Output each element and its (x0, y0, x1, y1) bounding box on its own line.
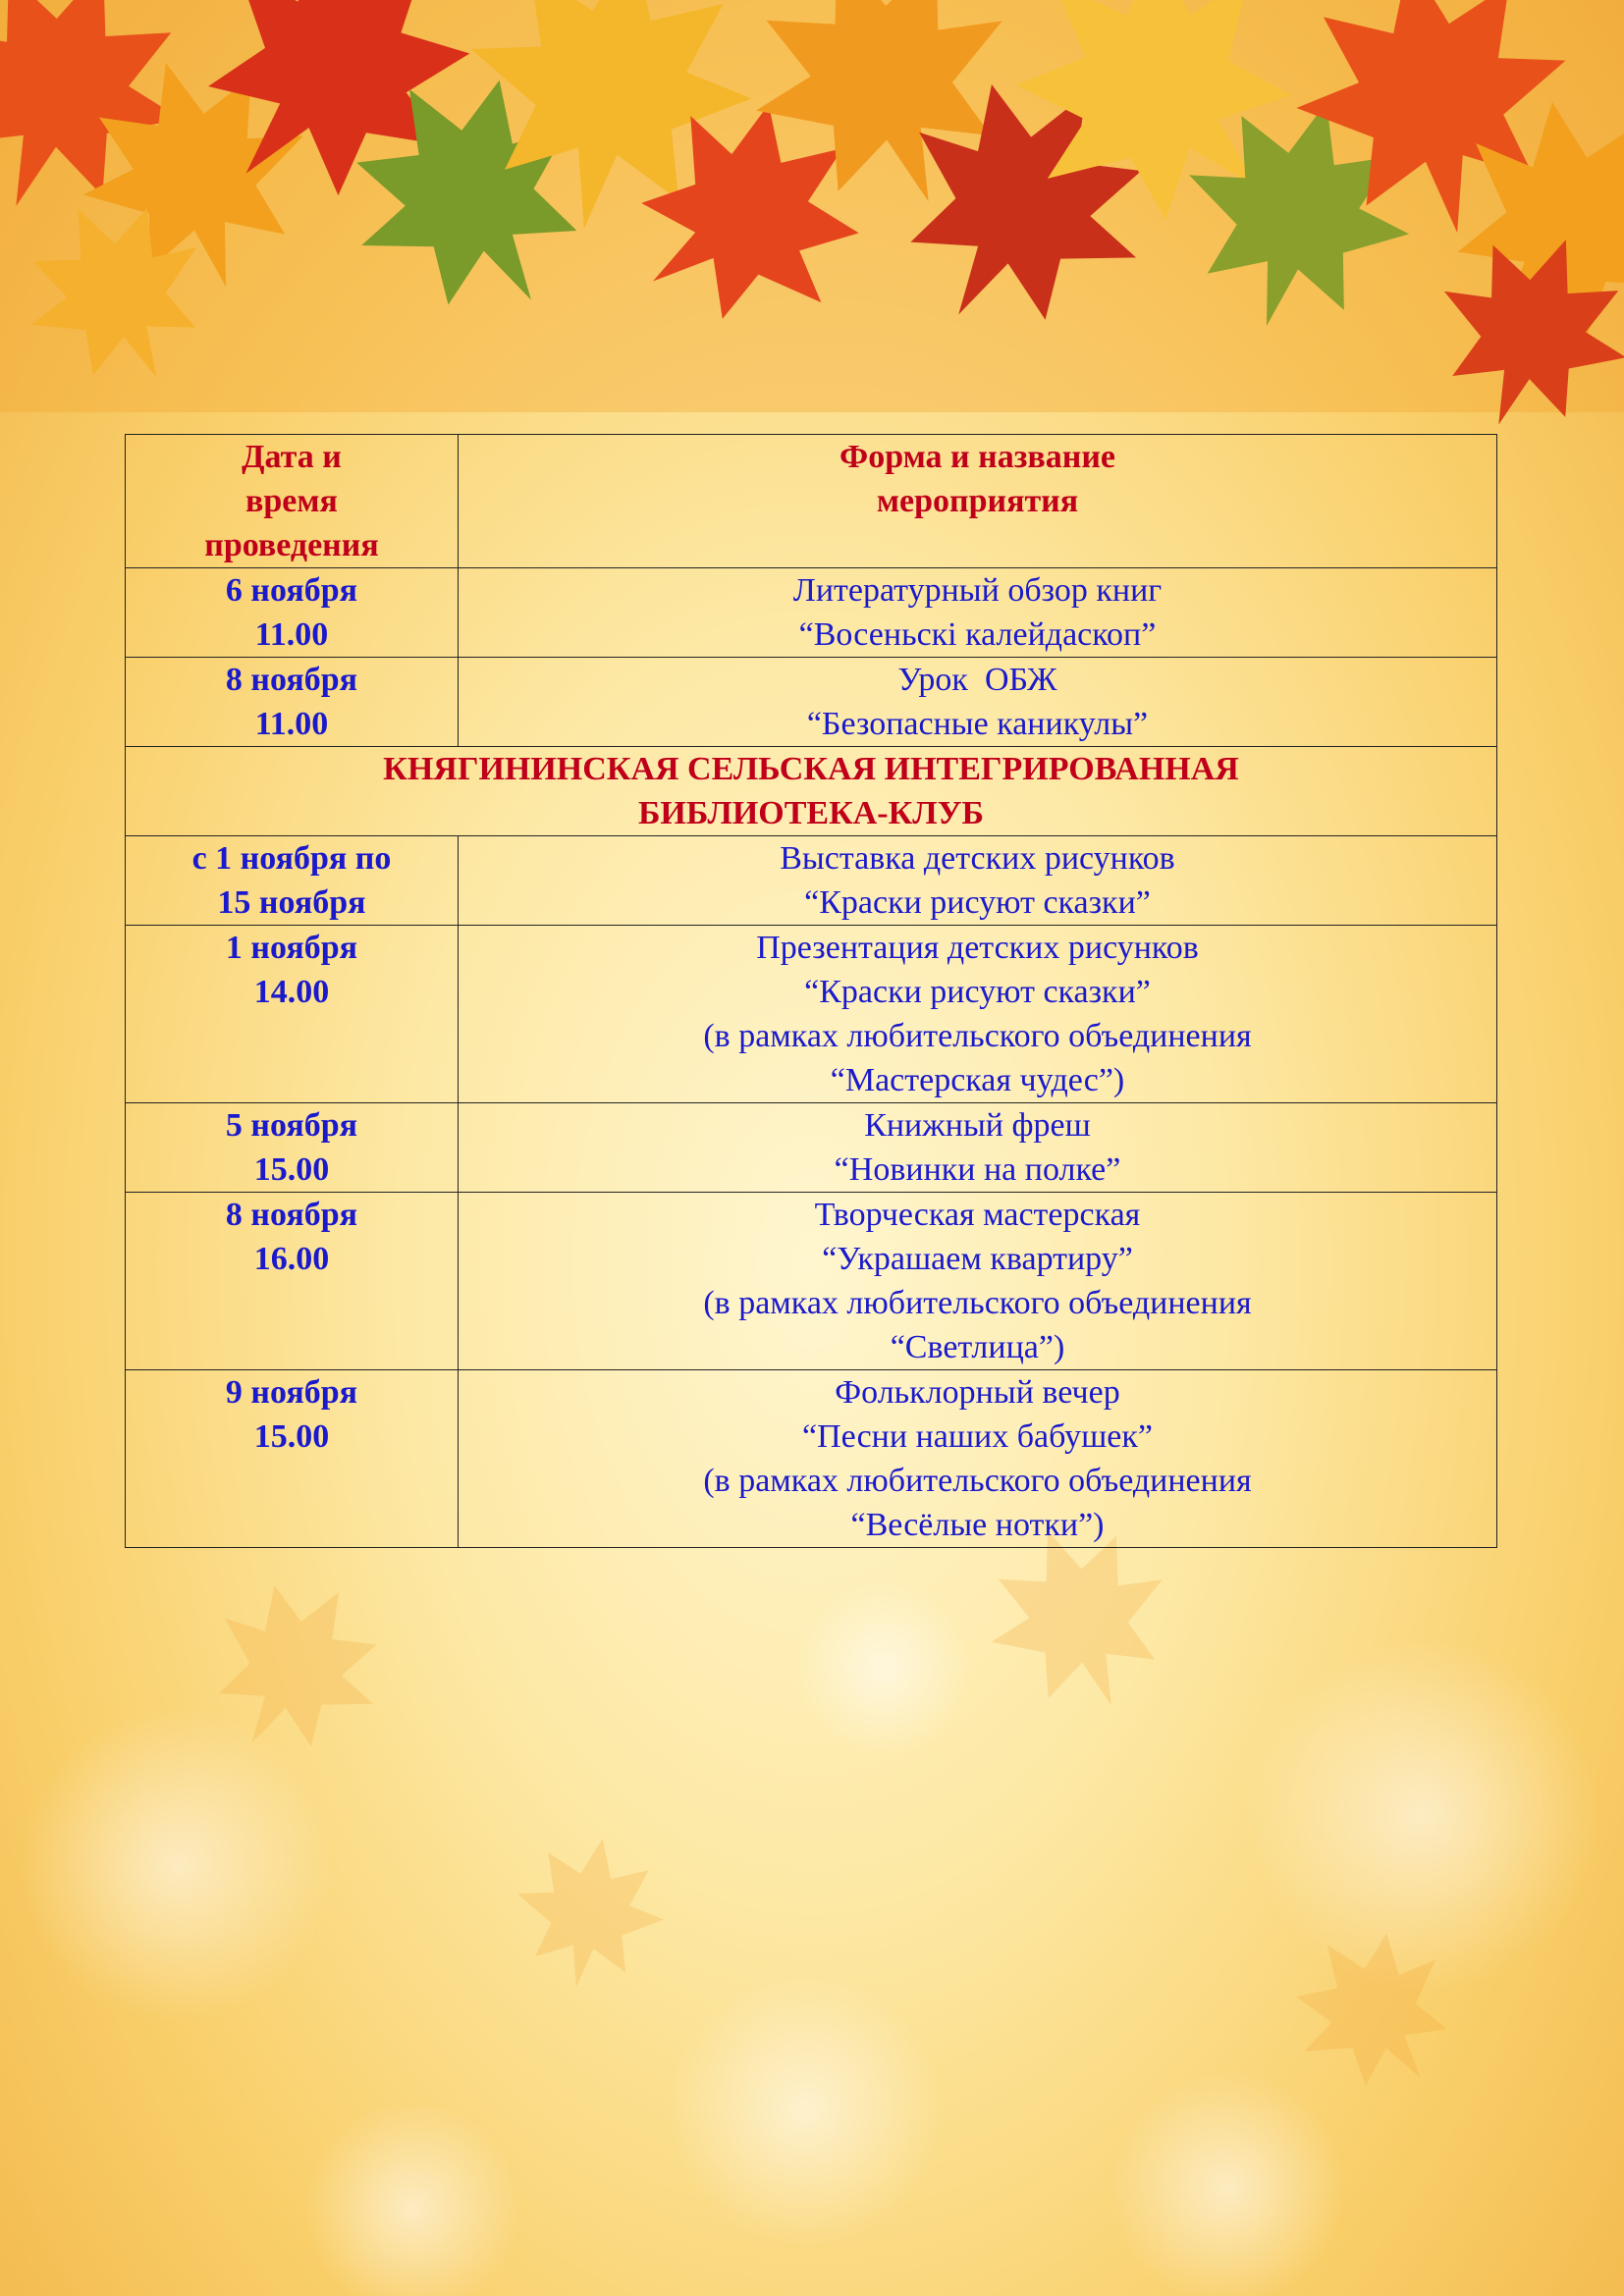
section-title: БИБЛИОТЕКА-КЛУБ (637, 795, 985, 831)
section-title: КНЯГИНИНСКАЯ СЕЛЬСКАЯ ИНТЕГРИРОВАННАЯ (383, 751, 1239, 787)
time-text: 16.00 (253, 1241, 330, 1277)
time-text: 15.00 (253, 1151, 330, 1188)
date-cell (126, 926, 459, 1103)
date-text: 15 ноября (217, 884, 366, 921)
event-text: (в рамках любительского объединения (703, 1285, 1252, 1321)
event-cell (459, 926, 1497, 1103)
event-text: “Весёлые нотки”) (850, 1507, 1105, 1543)
date-column-header (126, 435, 459, 568)
table-row (126, 658, 1497, 747)
date-cell (126, 1370, 459, 1548)
event-text: “Светлица”) (890, 1329, 1065, 1365)
event-text: “Безопасные каникулы” (806, 706, 1149, 742)
time-text: 14.00 (253, 974, 330, 1010)
date-cell (126, 1193, 459, 1370)
events-table (125, 434, 1497, 1548)
event-text: Фольклорный вечер (835, 1374, 1120, 1411)
time-text: 11.00 (254, 616, 329, 653)
event-text: (в рамках любительского объединения (703, 1463, 1252, 1499)
table-row (126, 1193, 1497, 1370)
event-text: “Мастерская чудес”) (830, 1062, 1125, 1098)
event-text: (в рамках любительского объединения (703, 1018, 1252, 1054)
time-text: 15.00 (253, 1418, 330, 1455)
date-text: 6 ноября (225, 572, 358, 609)
event-column-header (459, 435, 1497, 568)
event-text: “Песни наших бабушек” (802, 1418, 1153, 1455)
section-row (126, 747, 1497, 836)
event-cell (459, 1103, 1497, 1193)
event-text: “Краски рисуют сказки” (804, 974, 1151, 1010)
date-text: 1 ноября (225, 930, 358, 966)
header-text: время (245, 483, 338, 519)
table-row (126, 926, 1497, 1103)
section-title-cell (126, 747, 1497, 836)
date-cell (126, 568, 459, 658)
table-row (126, 1103, 1497, 1193)
event-cell (459, 1370, 1497, 1548)
event-cell (459, 568, 1497, 658)
event-text: Творческая мастерская (814, 1197, 1141, 1233)
event-text: Выставка детских рисунков (780, 840, 1175, 877)
date-text: 5 ноября (225, 1107, 358, 1144)
event-cell (459, 658, 1497, 747)
time-text: 11.00 (254, 706, 329, 742)
event-text: Презентация детских рисунков (756, 930, 1199, 966)
event-text: “Новинки на полке” (834, 1151, 1121, 1188)
event-text: Литературный обзор книг (792, 572, 1163, 609)
header-text: Дата и (242, 439, 342, 475)
date-cell (126, 658, 459, 747)
header-text: проведения (204, 527, 379, 563)
date-text: 8 ноября (225, 662, 358, 698)
date-text: с 1 ноября по (191, 840, 392, 877)
date-cell (126, 836, 459, 926)
date-text: 8 ноября (225, 1197, 358, 1233)
table-row (126, 1370, 1497, 1548)
date-cell (126, 1103, 459, 1193)
event-cell (459, 836, 1497, 926)
event-cell (459, 1193, 1497, 1370)
event-text: “Восеньскі калейдаскоп” (798, 616, 1157, 653)
header-text: Форма и название (839, 439, 1115, 475)
date-text: 9 ноября (225, 1374, 358, 1411)
table-row (126, 836, 1497, 926)
event-text: Урок ОБЖ (897, 662, 1057, 698)
event-text: “Краски рисуют сказки” (804, 884, 1151, 921)
event-text: “Украшаем квартиру” (822, 1241, 1133, 1277)
table-row (126, 568, 1497, 658)
table-header-row (126, 435, 1497, 568)
events-table-wrapper (125, 434, 1497, 1548)
header-text: мероприятия (876, 483, 1079, 519)
event-text: Книжный фреш (864, 1107, 1091, 1144)
